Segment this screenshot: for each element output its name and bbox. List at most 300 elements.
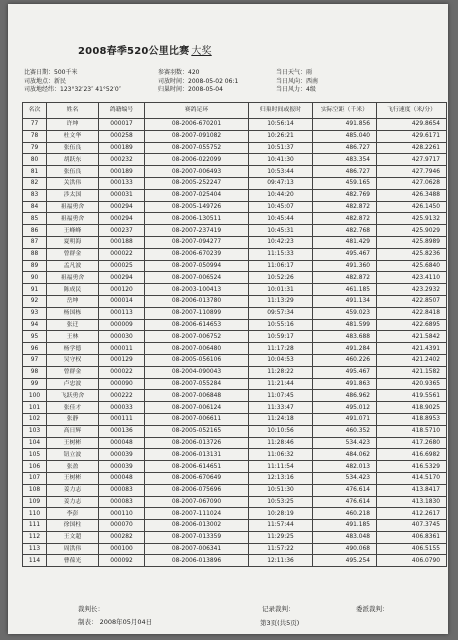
table-row [23, 119, 447, 131]
cell-member-no: 000090 [99, 378, 145, 390]
cell-speed: 427.0628 [377, 177, 447, 189]
cell-name: 张静 [47, 413, 99, 425]
cell-name: 曾群金 [47, 366, 99, 378]
cell-ring: 08-2007-025404 [145, 189, 249, 201]
table-row [23, 295, 447, 307]
cell-rank: 77 [23, 119, 47, 131]
info-row [276, 86, 318, 95]
cell-rank: 111 [23, 520, 47, 532]
cell-name: 岳坤 [47, 295, 99, 307]
page-number: 第3页(共5页) [260, 619, 300, 627]
cell-speed: 412.2617 [377, 508, 447, 520]
cell-name: 曾群金 [47, 248, 99, 260]
table-row [23, 531, 447, 543]
cell-distance: 491.071 [313, 413, 377, 425]
cell-member-no: 000294 [99, 272, 145, 284]
cell-speed: 414.5170 [377, 472, 447, 484]
cell-distance: 485.040 [313, 130, 377, 142]
info-label: 司放地点： [24, 77, 55, 85]
title-text: 2008春季520公里比赛 [78, 46, 190, 57]
cell-time: 09:57:34 [249, 307, 313, 319]
table-row [23, 472, 447, 484]
cell-name: 飞跃勇舍 [47, 390, 99, 402]
table-row [23, 461, 447, 473]
cell-speed: 425.9029 [377, 225, 447, 237]
info-label: 归巢时间： [158, 86, 189, 93]
cell-rank: 95 [23, 331, 47, 343]
cell-ring: 08-2006-670239 [145, 248, 249, 260]
header-rank: 名次 [23, 103, 47, 119]
results-sheet [8, 4, 448, 634]
cell-name: 孟凡波 [47, 260, 99, 272]
cell-speed: 426.3488 [377, 189, 447, 201]
table-row [23, 331, 447, 343]
cell-member-no: 000294 [99, 213, 145, 225]
cell-distance: 486.727 [313, 142, 377, 154]
table-row [23, 319, 447, 331]
cell-time: 10:59:17 [249, 331, 313, 343]
cell-time: 12:13:16 [249, 472, 313, 484]
cell-time: 10:45:31 [249, 225, 313, 237]
cell-time: 10:51:30 [249, 484, 313, 496]
cell-speed: 421.4391 [377, 343, 447, 355]
cell-time: 11:57:44 [249, 520, 313, 532]
cell-member-no: 000258 [99, 130, 145, 142]
cell-rank: 83 [23, 189, 47, 201]
cell-distance: 482.013 [313, 461, 377, 473]
cell-speed: 425.8236 [377, 248, 447, 260]
cell-distance: 495.467 [313, 366, 377, 378]
cell-time: 10:41:30 [249, 154, 313, 166]
cell-speed: 425.9132 [377, 213, 447, 225]
cell-time: 11:28:46 [249, 437, 313, 449]
cell-speed: 416.6982 [377, 449, 447, 461]
info-row [158, 86, 238, 95]
cell-speed: 429.8654 [377, 119, 447, 131]
cell-time: 09:47:13 [249, 177, 313, 189]
cell-member-no: 000033 [99, 402, 145, 414]
cell-time: 10:45:44 [249, 213, 313, 225]
cell-speed: 407.3745 [377, 520, 447, 532]
cell-rank: 112 [23, 531, 47, 543]
cell-rank: 96 [23, 343, 47, 355]
cell-member-no: 000100 [99, 543, 145, 555]
cell-member-no: 000017 [99, 119, 145, 131]
info-label: 当日天气： [276, 69, 307, 76]
cell-time: 11:07:45 [249, 390, 313, 402]
cell-time: 12:11:36 [249, 555, 313, 567]
cell-rank: 81 [23, 166, 47, 178]
cell-name: 钮立波 [47, 449, 99, 461]
cell-member-no: 000083 [99, 496, 145, 508]
cell-distance: 495.254 [313, 555, 377, 567]
cell-member-no: 000129 [99, 354, 145, 366]
cell-rank: 114 [23, 555, 47, 567]
cell-distance: 491.185 [313, 520, 377, 532]
cell-distance: 482.872 [313, 272, 377, 284]
cell-speed: 406.8361 [377, 531, 447, 543]
cell-rank: 113 [23, 543, 47, 555]
cell-time: 10:04:53 [249, 354, 313, 366]
cell-time: 10:42:23 [249, 236, 313, 248]
table-row [23, 520, 447, 532]
cell-speed: 406.5155 [377, 543, 447, 555]
cell-distance: 483.688 [313, 331, 377, 343]
cell-name: 王文超 [47, 531, 99, 543]
cell-speed: 423.2932 [377, 284, 447, 296]
cell-distance: 460.352 [313, 425, 377, 437]
cell-name: 祖福勇舍 [47, 272, 99, 284]
cell-distance: 491.134 [313, 295, 377, 307]
cell-ring: 08-2007-006611 [145, 413, 249, 425]
cell-rank: 98 [23, 366, 47, 378]
cell-ring: 08-2007-091082 [145, 130, 249, 142]
cell-speed: 425.6840 [377, 260, 447, 272]
table-row [23, 555, 447, 567]
cell-distance: 460.218 [313, 508, 377, 520]
cell-rank: 88 [23, 248, 47, 260]
cell-rank: 82 [23, 177, 47, 189]
cell-name: 周洪伟 [47, 543, 99, 555]
info-row [276, 69, 318, 78]
cell-member-no: 000009 [99, 319, 145, 331]
header-member-no: 鸽籍编号 [99, 103, 145, 119]
cell-name: 李彭 [47, 508, 99, 520]
table-row [23, 130, 447, 142]
cell-rank: 94 [23, 319, 47, 331]
cell-distance: 495.012 [313, 402, 377, 414]
cell-name: 杜文华 [47, 130, 99, 142]
cell-speed: 426.1450 [377, 201, 447, 213]
info-value: 西南 [306, 77, 319, 85]
cell-time: 10:10:56 [249, 425, 313, 437]
cell-speed: 425.8989 [377, 236, 447, 248]
cell-ring: 08-2006-614653 [145, 319, 249, 331]
cell-name: 卢忠波 [47, 378, 99, 390]
cell-time: 10:56:14 [249, 119, 313, 131]
cell-name: 王树彬 [47, 437, 99, 449]
cell-member-no: 000111 [99, 413, 145, 425]
cell-rank: 102 [23, 413, 47, 425]
cell-distance: 491.360 [313, 260, 377, 272]
cell-time: 11:24:18 [249, 413, 313, 425]
cell-member-no: 000136 [99, 425, 145, 437]
cell-member-no: 000039 [99, 449, 145, 461]
cell-time: 10:51:37 [249, 142, 313, 154]
cell-member-no: 000282 [99, 531, 145, 543]
cell-speed: 418.5710 [377, 425, 447, 437]
cell-ring: 08-2007-237419 [145, 225, 249, 237]
cell-ring: 08-2005-149726 [145, 201, 249, 213]
cell-name: 张伍良 [47, 142, 99, 154]
race-info-col1 [24, 69, 121, 95]
cell-speed: 429.6171 [377, 130, 447, 142]
cell-name: 王树彬 [47, 472, 99, 484]
header-name: 姓名 [47, 103, 99, 119]
cell-member-no: 000113 [99, 307, 145, 319]
cell-ring: 08-2007-050994 [145, 260, 249, 272]
cell-ring: 08-2006-130511 [145, 213, 249, 225]
cell-name: 高日辉 [47, 425, 99, 437]
table-row [23, 508, 447, 520]
table-row [23, 177, 447, 189]
cell-ring: 08-2007-006752 [145, 331, 249, 343]
cell-ring: 08-2005-252247 [145, 177, 249, 189]
assigned-referee-label: 委派裁判： [356, 605, 389, 613]
cell-ring: 08-2007-006848 [145, 390, 249, 402]
table-row [23, 307, 447, 319]
cell-name: 张伍良 [47, 166, 99, 178]
cell-time: 10:44:20 [249, 189, 313, 201]
cell-rank: 110 [23, 508, 47, 520]
cell-speed: 427.7946 [377, 166, 447, 178]
cell-distance: 491.863 [313, 378, 377, 390]
cell-name: 许坤 [47, 119, 99, 131]
cell-speed: 421.1582 [377, 366, 447, 378]
cell-rank: 87 [23, 236, 47, 248]
cell-speed: 418.9025 [377, 402, 447, 414]
cell-distance: 491.856 [313, 119, 377, 131]
table-row [23, 154, 447, 166]
cell-ring: 08-2007-006493 [145, 166, 249, 178]
cell-speed: 421.5842 [377, 331, 447, 343]
cell-name: 涉太国 [47, 189, 99, 201]
cell-rank: 93 [23, 307, 47, 319]
cell-ring: 08-2006-013896 [145, 555, 249, 567]
cell-distance: 534.423 [313, 437, 377, 449]
cell-name: 王林 [47, 331, 99, 343]
cell-rank: 104 [23, 437, 47, 449]
cell-distance: 459.023 [313, 307, 377, 319]
cell-member-no: 000022 [99, 366, 145, 378]
table-row [23, 166, 447, 178]
header-distance: 实际空距（千米） [313, 103, 377, 119]
cell-distance: 481.429 [313, 236, 377, 248]
title-category: 大奖 [191, 46, 212, 57]
cell-rank: 86 [23, 225, 47, 237]
cell-ring: 08-2005-052165 [145, 425, 249, 437]
info-row [24, 86, 121, 95]
table-row [23, 402, 447, 414]
cell-ring: 08-2006-075696 [145, 484, 249, 496]
referee-chief-label: 裁判长： [78, 605, 104, 613]
cell-member-no: 000189 [99, 166, 145, 178]
cell-ring: 08-2005-056106 [145, 354, 249, 366]
cell-name: 张盈 [47, 461, 99, 473]
info-value: 雨 [306, 69, 313, 76]
cell-member-no: 000025 [99, 260, 145, 272]
cell-speed: 427.9717 [377, 154, 447, 166]
cell-ring: 08-2006-614651 [145, 461, 249, 473]
info-value: 2008-05-04 [188, 86, 223, 93]
cell-ring: 08-2007-067090 [145, 496, 249, 508]
header-time: 归巢时间或报时 [249, 103, 313, 119]
cell-member-no: 000030 [99, 331, 145, 343]
cell-distance: 476.614 [313, 496, 377, 508]
cell-ring: 08-2006-022099 [145, 154, 249, 166]
info-value: 123°32′23″ 41°52′0″ [60, 86, 121, 93]
table-row [23, 413, 447, 425]
cell-distance: 476.614 [313, 484, 377, 496]
results-table-body [23, 119, 447, 567]
table-row [23, 189, 447, 201]
info-label: 比赛日期： [24, 69, 55, 76]
cell-time: 11:17:28 [249, 343, 313, 355]
cell-distance: 459.165 [313, 177, 377, 189]
cell-time: 10:55:16 [249, 319, 313, 331]
cell-speed: 406.0790 [377, 555, 447, 567]
cell-speed: 422.8507 [377, 295, 447, 307]
header-speed: 飞行速度（米/分） [377, 103, 447, 119]
info-row [158, 78, 238, 87]
info-label: 司放地经纬： [24, 86, 61, 93]
cell-name: 祖福勇舍 [47, 213, 99, 225]
info-row [24, 78, 121, 87]
cell-speed: 413.1830 [377, 496, 447, 508]
results-table [22, 102, 447, 567]
cell-name: 陈成民 [47, 284, 99, 296]
cell-speed: 428.2261 [377, 142, 447, 154]
cell-distance: 484.062 [313, 449, 377, 461]
cell-distance: 481.599 [313, 319, 377, 331]
table-row [23, 225, 447, 237]
cell-rank: 103 [23, 425, 47, 437]
info-value: 4级 [306, 86, 316, 93]
cell-ring: 08-2007-006124 [145, 402, 249, 414]
info-row [158, 69, 238, 78]
cell-speed: 422.8418 [377, 307, 447, 319]
cell-ring: 08-2007-055752 [145, 142, 249, 154]
cell-distance: 482.872 [313, 213, 377, 225]
table-header-row [23, 103, 447, 119]
cell-member-no: 000070 [99, 520, 145, 532]
cell-time: 10:45:07 [249, 201, 313, 213]
cell-distance: 483.048 [313, 531, 377, 543]
table-row [23, 201, 447, 213]
table-row [23, 142, 447, 154]
cell-rank: 99 [23, 378, 47, 390]
cell-rank: 108 [23, 484, 47, 496]
cell-time: 11:57:22 [249, 543, 313, 555]
cell-rank: 106 [23, 461, 47, 473]
table-row [23, 449, 447, 461]
cell-time: 10:28:19 [249, 508, 313, 520]
cell-name: 徐国柱 [47, 520, 99, 532]
table-row [23, 343, 447, 355]
cell-member-no: 000237 [99, 225, 145, 237]
info-label: 当日风向： [276, 77, 307, 85]
table-row [23, 284, 447, 296]
cell-ring: 08-2007-013359 [145, 531, 249, 543]
cell-speed: 413.8417 [377, 484, 447, 496]
cell-name: 姜力志 [47, 496, 99, 508]
cell-name: 祖福勇舍 [47, 201, 99, 213]
cell-distance: 461.185 [313, 284, 377, 296]
cell-member-no: 000031 [99, 189, 145, 201]
cell-member-no: 000188 [99, 236, 145, 248]
table-row [23, 437, 447, 449]
cell-member-no: 000110 [99, 508, 145, 520]
cell-speed: 423.4110 [377, 272, 447, 284]
cell-distance: 482.872 [313, 201, 377, 213]
table-row [23, 484, 447, 496]
cell-member-no: 000014 [99, 295, 145, 307]
info-label: 参赛羽数： [158, 69, 189, 76]
cell-time: 11:21:44 [249, 378, 313, 390]
cell-name: 杨国栋 [47, 307, 99, 319]
cell-name: 张佳才 [47, 402, 99, 414]
cell-distance: 482.768 [313, 225, 377, 237]
cell-time: 11:29:25 [249, 531, 313, 543]
cell-rank: 84 [23, 201, 47, 213]
cell-rank: 90 [23, 272, 47, 284]
table-row [23, 236, 447, 248]
table-row [23, 272, 447, 284]
table-row [23, 378, 447, 390]
table-row [23, 425, 447, 437]
cell-time: 10:01:31 [249, 284, 313, 296]
cell-distance: 534.423 [313, 472, 377, 484]
cell-member-no: 000294 [99, 201, 145, 213]
cell-name: 王峰峰 [47, 225, 99, 237]
cell-time: 11:33:47 [249, 402, 313, 414]
cell-name: 张迁 [47, 319, 99, 331]
info-value: 新民 [54, 77, 67, 85]
cell-speed: 418.8953 [377, 413, 447, 425]
table-row [23, 543, 447, 555]
table-row [23, 390, 447, 402]
cell-time: 11:11:54 [249, 461, 313, 473]
cell-speed: 419.5561 [377, 390, 447, 402]
table-row [23, 213, 447, 225]
cell-member-no: 000222 [99, 390, 145, 402]
info-row [276, 78, 318, 87]
record-referee-label: 记录裁判： [262, 605, 295, 613]
cell-name: 杨学德 [47, 343, 99, 355]
cell-name: 关洪伟 [47, 177, 99, 189]
cell-distance: 495.467 [313, 248, 377, 260]
cell-time: 11:06:32 [249, 449, 313, 461]
cell-time: 10:53:25 [249, 496, 313, 508]
table-row [23, 496, 447, 508]
cell-speed: 416.5329 [377, 461, 447, 473]
cell-ring: 08-2007-111024 [145, 508, 249, 520]
info-value: 500千米 [54, 69, 78, 76]
cell-member-no: 000048 [99, 437, 145, 449]
cell-rank: 85 [23, 213, 47, 225]
cell-ring: 08-2003-100413 [145, 284, 249, 296]
cell-distance: 486.727 [313, 166, 377, 178]
cell-rank: 101 [23, 402, 47, 414]
cell-ring: 08-2007-055284 [145, 378, 249, 390]
cell-rank: 80 [23, 154, 47, 166]
info-row [24, 69, 121, 78]
cell-rank: 100 [23, 390, 47, 402]
cell-rank: 92 [23, 295, 47, 307]
cell-rank: 109 [23, 496, 47, 508]
cell-ring: 08-2004-090043 [145, 366, 249, 378]
table-row [23, 248, 447, 260]
header-ring: 赛鸽足环 [145, 103, 249, 119]
info-label: 司放时间： [158, 77, 189, 85]
cell-ring: 08-2007-094277 [145, 236, 249, 248]
cell-name: 胡跃东 [47, 154, 99, 166]
page-title [78, 42, 212, 57]
cell-member-no: 000120 [99, 284, 145, 296]
cell-distance: 482.769 [313, 189, 377, 201]
cell-member-no: 000039 [99, 461, 145, 473]
cell-ring: 08-2006-013780 [145, 295, 249, 307]
